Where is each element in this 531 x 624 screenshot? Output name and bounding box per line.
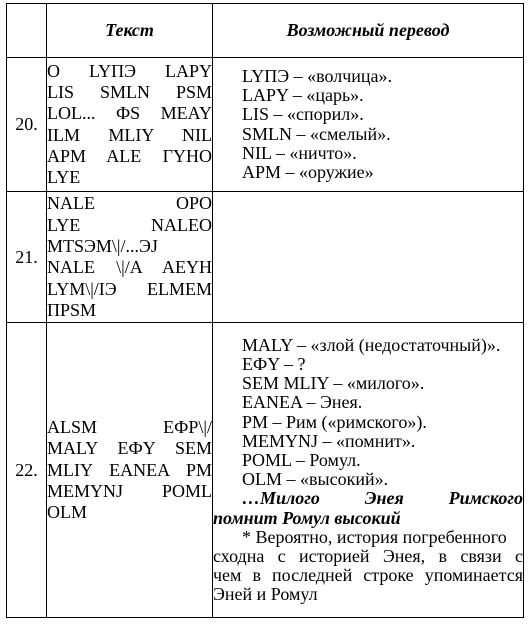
- row-number: 20.: [7, 58, 47, 192]
- translation-item: SMLN – «смелый».: [242, 123, 391, 144]
- header-text-cell: Текст: [47, 4, 213, 58]
- inscription-line: MALY ЕФY SEM: [47, 438, 212, 459]
- inscription-line: О LYПЭ LAPY: [47, 60, 212, 81]
- translation-item: ЕФY – ?: [242, 354, 306, 375]
- translation-cell: [213, 323, 524, 618]
- translation-item: OLM – «высокий».: [242, 469, 389, 490]
- inscription-line: LOL... ФS MEAY: [47, 103, 212, 124]
- row-number: 21.: [7, 192, 47, 323]
- table-row: [7, 323, 524, 618]
- translation-item: LYПЭ – «волчица».: [242, 66, 393, 87]
- translation-note: Эней и Ромул: [213, 584, 318, 605]
- translation-item: NIL – «ничто».: [242, 142, 357, 163]
- inscription-line: MTSЭM\|/...ЭJ: [47, 236, 158, 257]
- row-number: 22.: [7, 323, 47, 618]
- inscription-line: LYE NALEO: [47, 214, 212, 235]
- translation-item: POML – Ромул.: [242, 450, 361, 471]
- translation-item: SEM MLIY – «милого».: [242, 373, 425, 394]
- table-header-row: [7, 4, 524, 58]
- inscription-text-cell: [47, 58, 213, 192]
- inscription-line: LYE: [47, 167, 81, 188]
- translation-item: MALY – «злой (недостаточный)».: [242, 334, 501, 355]
- inscription-line: OLM: [47, 502, 87, 523]
- translation-item: LAPY – «царь».: [242, 85, 364, 106]
- inscription-line: ALSM ЕФР\|/: [47, 417, 212, 437]
- translation-item: MEMYNJ – «помнит».: [242, 430, 416, 451]
- inscription-line: LIS SMLN PSM: [47, 82, 212, 103]
- header-number-cell: [7, 4, 47, 58]
- header-translation-cell: Возможный перевод: [213, 4, 524, 58]
- translation-note: * Вероятно, история погребенного: [242, 526, 507, 547]
- translation-summary: помнит Ромул высокий: [213, 507, 401, 528]
- translation-note: чем в последней строке упоминается: [213, 565, 523, 586]
- inscription-line: MLIY EANEA PM: [47, 459, 212, 480]
- inscriptions-table: [6, 3, 524, 618]
- inscription-line: ПPSM: [47, 299, 97, 320]
- table-row: [7, 58, 524, 192]
- inscription-line: MEMYNJ POML: [47, 480, 212, 501]
- translation-cell-empty: [213, 192, 524, 323]
- translation-summary: …Милого Энея Римского: [242, 488, 523, 509]
- inscription-line: ILM MLIY NIL: [47, 124, 212, 145]
- table-row: [7, 192, 524, 323]
- inscription-text-cell: [47, 323, 213, 618]
- translation-item: EANEA – Энея.: [242, 392, 363, 413]
- inscription-line: NALE OPO: [47, 193, 212, 214]
- inscription-text-cell: [47, 192, 213, 323]
- inscription-line: LYM\|/IЭ ELMEM: [47, 278, 212, 299]
- translation-item: PM – Рим («римского»).: [242, 411, 427, 432]
- inscription-line: NALE \|/A AEYH: [47, 257, 212, 278]
- inscription-line: APM ALE ГYHO: [47, 145, 212, 166]
- translation-item: LIS – «спорил».: [242, 104, 364, 125]
- translation-note: сходна с историей Энея, в связи с: [213, 546, 523, 567]
- translation-cell: [213, 58, 524, 192]
- translation-item: APM – «оружие»: [242, 162, 374, 183]
